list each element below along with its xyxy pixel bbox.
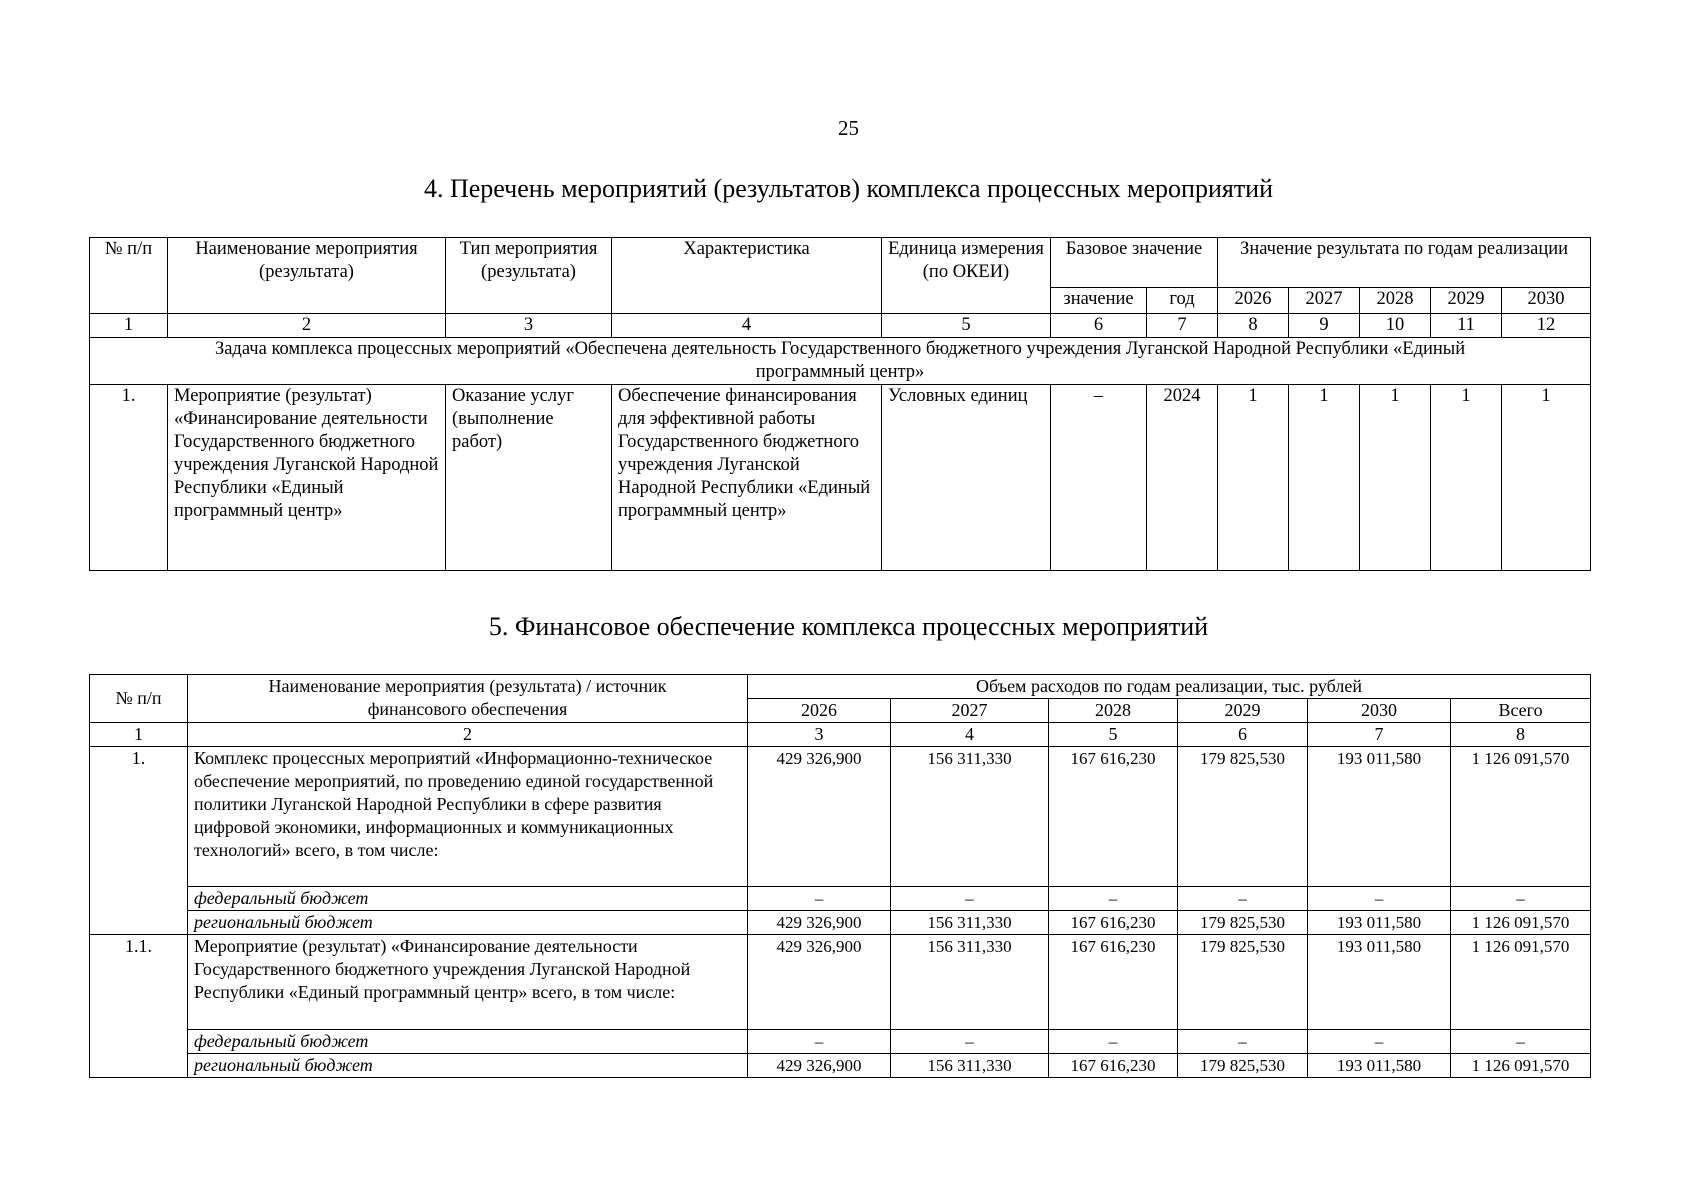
col-header-base: Базовое значение <box>1051 238 1218 288</box>
fin-col-number: 3 <box>748 723 891 747</box>
col-number: 1 <box>90 314 168 338</box>
fin-source-federal: федеральный бюджет <box>188 1030 748 1054</box>
fin-value-total: 1 126 091,570 <box>1451 935 1591 1030</box>
col-header-name: Наименование мероприятия (результата) <box>168 238 446 314</box>
col-header-base-year: год <box>1147 288 1218 314</box>
fin-source-regional: региональный бюджет <box>188 911 748 935</box>
col-number: 5 <box>882 314 1051 338</box>
col-header-year: 2030 <box>1502 288 1591 314</box>
row-value: 1 <box>1218 385 1289 571</box>
col-header-num: № п/п <box>90 238 168 314</box>
fin-value: – <box>1049 887 1178 911</box>
col-number: 12 <box>1502 314 1591 338</box>
fin-value: 156 311,330 <box>891 935 1049 1030</box>
fin-value: 167 616,230 <box>1049 747 1178 887</box>
fin-value: 193 011,580 <box>1308 935 1451 1030</box>
fin-value: 429 326,900 <box>748 747 891 887</box>
fin-value: 193 011,580 <box>1308 747 1451 887</box>
row-base-value: – <box>1051 385 1147 571</box>
fin-value: – <box>1308 1030 1451 1054</box>
row-name: Мероприятие (результат) «Финансирование деятельности Государственного бюджетного учреждения Луганской Народной Республики «Единый программный центр» <box>168 385 446 571</box>
col-number: 6 <box>1051 314 1147 338</box>
fin-value: 167 616,230 <box>1049 1054 1178 1078</box>
fin-value: 179 825,530 <box>1178 1054 1308 1078</box>
fin-value-total: 1 126 091,570 <box>1451 747 1591 887</box>
fin-header-year: 2026 <box>748 699 891 723</box>
fin-col-number: 2 <box>188 723 748 747</box>
fin-header-volume: Объем расходов по годам реализации, тыс. рублей <box>748 675 1591 699</box>
fin-value-total: 1 126 091,570 <box>1451 911 1591 935</box>
fin-source-federal: федеральный бюджет <box>188 887 748 911</box>
col-header-year: 2028 <box>1360 288 1431 314</box>
fin-value: 179 825,530 <box>1178 747 1308 887</box>
task-row: Задача комплекса процессных мероприятий «Обеспечена деятельность Государственного бюджетного учреждения Луганской Народной Республики «Единый программный центр» <box>90 338 1591 385</box>
row-characteristic: Обеспечение финансирования для эффективной работы Государственного бюджетного учреждения Луганской Народной Республики «Единый программный центр» <box>612 385 882 571</box>
activities-table <box>89 237 1591 571</box>
fin-header-total: Всего <box>1451 699 1591 723</box>
financing-table <box>89 674 1591 1078</box>
fin-value: 193 011,580 <box>1308 911 1451 935</box>
row-value: 1 <box>1502 385 1591 571</box>
col-number: 9 <box>1289 314 1360 338</box>
fin-value: 167 616,230 <box>1049 935 1178 1030</box>
fin-value: 179 825,530 <box>1178 911 1308 935</box>
fin-col-number: 8 <box>1451 723 1591 747</box>
fin-value: 156 311,330 <box>891 747 1049 887</box>
fin-value: – <box>891 1030 1049 1054</box>
fin-value: – <box>1178 887 1308 911</box>
fin-col-number: 4 <box>891 723 1049 747</box>
fin-value: 167 616,230 <box>1049 911 1178 935</box>
col-header-base-value: значение <box>1051 288 1147 314</box>
row-value: 1 <box>1360 385 1431 571</box>
fin-value-total: 1 126 091,570 <box>1451 1054 1591 1078</box>
col-number: 2 <box>168 314 446 338</box>
col-number: 7 <box>1147 314 1218 338</box>
col-header-type: Тип мероприятия (результата) <box>446 238 612 314</box>
col-header-year: 2026 <box>1218 288 1289 314</box>
col-number: 8 <box>1218 314 1289 338</box>
fin-header-num: № п/п <box>90 675 188 723</box>
fin-value: 429 326,900 <box>748 1054 891 1078</box>
row-type: Оказание услуг (выполнение работ) <box>446 385 612 571</box>
fin-value: 156 311,330 <box>891 911 1049 935</box>
col-number: 4 <box>612 314 882 338</box>
fin-value-total: – <box>1451 1030 1591 1054</box>
col-number: 3 <box>446 314 612 338</box>
fin-value: – <box>748 887 891 911</box>
fin-source-regional: региональный бюджет <box>188 1054 748 1078</box>
col-number: 11 <box>1431 314 1502 338</box>
fin-value: 429 326,900 <box>748 935 891 1030</box>
row-unit: Условных единиц <box>882 385 1051 571</box>
section5-title: 5. Финансовое обеспечение комплекса процессных мероприятий <box>488 612 1209 641</box>
fin-col-number: 6 <box>1178 723 1308 747</box>
fin-col-number: 7 <box>1308 723 1451 747</box>
fin-row-num: 1.1. <box>90 935 188 1078</box>
fin-value-total: – <box>1451 887 1591 911</box>
col-header-result-values: Значение результата по годам реализации <box>1218 238 1591 288</box>
col-header-characteristic: Характеристика <box>612 238 882 314</box>
fin-value: – <box>1308 887 1451 911</box>
col-header-year: 2027 <box>1289 288 1360 314</box>
fin-header-name: Наименование мероприятия (результата) / источник финансового обеспечения <box>188 675 748 723</box>
fin-col-number: 1 <box>90 723 188 747</box>
fin-value: 429 326,900 <box>748 911 891 935</box>
section4-title: 4. Перечень мероприятий (результатов) комплекса процессных мероприятий <box>423 174 1274 203</box>
fin-row-name: Комплекс процессных мероприятий «Информационно-техническое обеспечение мероприятий, по проведению единой государственной политики Луганской Народной Республики в сфере развития цифровой экономики, информационных и коммуникационных технологий» всего, в том числе: <box>188 747 748 887</box>
fin-header-year: 2028 <box>1049 699 1178 723</box>
fin-header-year: 2030 <box>1308 699 1451 723</box>
fin-header-year: 2029 <box>1178 699 1308 723</box>
row-value: 1 <box>1431 385 1502 571</box>
page-number: 25 <box>838 116 859 140</box>
fin-value: 156 311,330 <box>891 1054 1049 1078</box>
col-number: 10 <box>1360 314 1431 338</box>
fin-value: – <box>1049 1030 1178 1054</box>
row-value: 1 <box>1289 385 1360 571</box>
fin-value: – <box>748 1030 891 1054</box>
row-base-year: 2024 <box>1147 385 1218 571</box>
row-num: 1. <box>90 385 168 571</box>
fin-row-name: Мероприятие (результат) «Финансирование деятельности Государственного бюджетного учреждения Луганской Народной Республики «Единый программный центр» всего, в том числе: <box>188 935 748 1030</box>
fin-row-num: 1. <box>90 747 188 935</box>
fin-value: 193 011,580 <box>1308 1054 1451 1078</box>
col-header-unit: Единица измерения (по ОКЕИ) <box>882 238 1051 314</box>
fin-header-year: 2027 <box>891 699 1049 723</box>
fin-value: – <box>891 887 1049 911</box>
col-header-year: 2029 <box>1431 288 1502 314</box>
fin-col-number: 5 <box>1049 723 1178 747</box>
fin-value: 179 825,530 <box>1178 935 1308 1030</box>
fin-value: – <box>1178 1030 1308 1054</box>
